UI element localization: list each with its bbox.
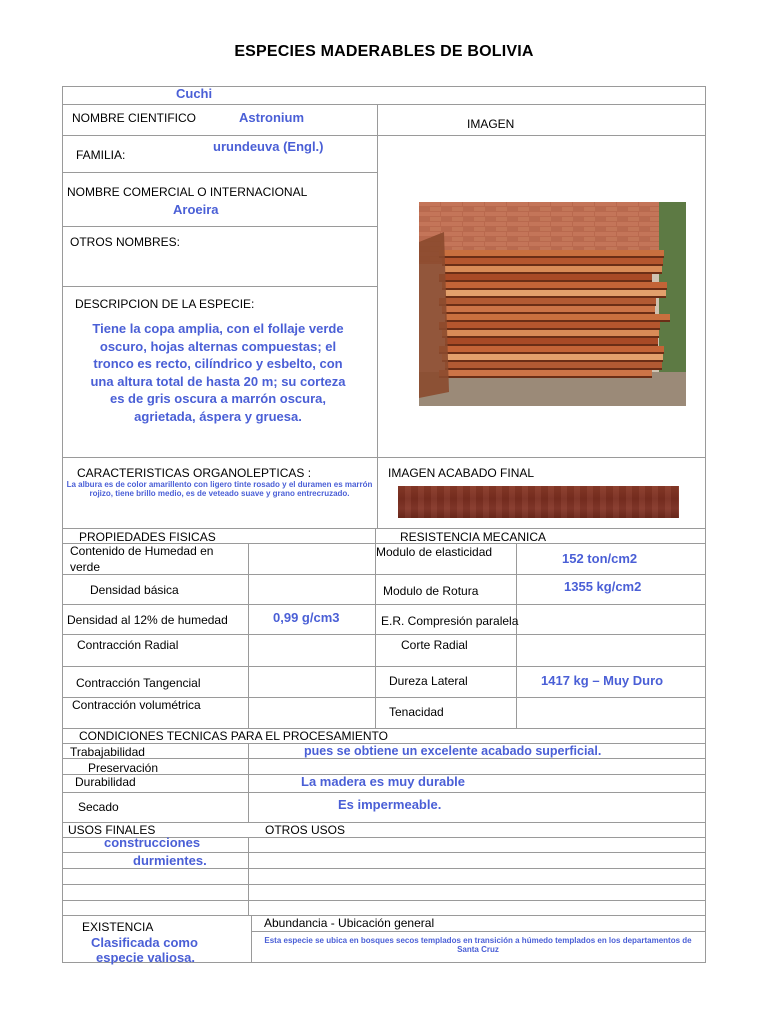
durability-label: Durabilidad bbox=[75, 775, 136, 789]
organoleptic-text: La albura es de color amarillento con ligero tinte rosado y el duramen es marrón rojizo, tiene brillo medio, es de veteado suave y grano entrecruzado. bbox=[66, 480, 373, 498]
location-text: Esta especie se ubica en bosques secos templados en transición a húmedo templados en los departamentos de Santa Cruz bbox=[264, 936, 692, 954]
plank bbox=[445, 290, 666, 296]
existence-label: EXISTENCIA bbox=[82, 920, 154, 934]
wood-finish-swatch bbox=[398, 486, 679, 518]
plank bbox=[442, 354, 663, 360]
existence-value-line-1: Clasificada como bbox=[91, 935, 198, 950]
lumber-stack-image bbox=[419, 202, 686, 406]
scientific-name-label: NOMBRE CIENTIFICO bbox=[72, 111, 197, 125]
volumetric-contraction-label: Contracción volumétrica bbox=[72, 698, 201, 712]
page-title: ESPECIES MADERABLES DE BOLIVIA bbox=[234, 43, 534, 60]
family-value: urundeuva (Engl.) bbox=[213, 139, 324, 154]
hardness-value: 1417 kg – Muy Duro bbox=[541, 673, 664, 688]
basic-density-label: Densidad básica bbox=[90, 583, 179, 597]
plank-gap bbox=[445, 296, 666, 298]
preservation-label: Preservación bbox=[88, 761, 159, 775]
tenacity-label: Tenacidad bbox=[389, 705, 444, 719]
plank bbox=[442, 282, 667, 288]
other-names-label: OTROS NOMBRES: bbox=[70, 235, 181, 249]
plank bbox=[442, 306, 655, 312]
plank bbox=[445, 266, 662, 272]
plank bbox=[439, 298, 656, 304]
radial-contraction-label: Contracción Radial bbox=[77, 638, 179, 652]
final-uses-header: USOS FINALES bbox=[68, 823, 156, 837]
finish-image-label: IMAGEN ACABADO FINAL bbox=[388, 466, 535, 480]
plank bbox=[439, 322, 660, 328]
plank bbox=[442, 330, 659, 336]
plank-gap bbox=[439, 256, 664, 258]
processing-header: CONDICIONES TECNICAS PARA EL PROCESAMIENTO bbox=[79, 729, 388, 743]
plank-gap bbox=[442, 312, 655, 314]
elasticity-label: Modulo de elasticidad bbox=[376, 545, 493, 559]
species-common-name: Cuchi bbox=[176, 86, 213, 101]
plank bbox=[439, 250, 664, 256]
drying-value: Es impermeable. bbox=[338, 797, 442, 812]
plank-gap bbox=[445, 344, 658, 346]
plank-gap bbox=[442, 336, 659, 338]
plank-gap bbox=[442, 264, 663, 266]
workability-label: Trabajabilidad bbox=[70, 745, 145, 759]
plank bbox=[442, 258, 663, 264]
scientific-name-value: Astronium bbox=[239, 110, 304, 125]
family-label: FAMILIA: bbox=[76, 148, 126, 162]
compression-label: E.R. Compresión paralela bbox=[381, 614, 519, 628]
plank-gap bbox=[445, 320, 670, 322]
density-12-label: Densidad al 12% de humedad bbox=[67, 613, 228, 627]
mechanical-resistance-header: RESISTENCIA MECANICA bbox=[400, 530, 547, 544]
image-label: IMAGEN bbox=[467, 117, 515, 131]
organoleptic-label: CARACTERISTICAS ORGANOLEPTICAS : bbox=[77, 466, 312, 480]
plank-gap bbox=[439, 280, 652, 282]
final-uses-line-2: durmientes. bbox=[133, 853, 207, 868]
commercial-name-value: Aroeira bbox=[173, 202, 219, 217]
plank-gap bbox=[439, 304, 656, 306]
radial-cut-label: Corte Radial bbox=[401, 638, 468, 652]
plank-gap bbox=[442, 288, 667, 290]
description-text: Tiene la copa amplia, con el follaje verde oscuro, hojas alternas compuestas; el tronco es recto, cilíndrico y esbelto, con una altura total de hasta 20 m; su corteza es de gris oscura a marrón oscura, agrietada, áspera y gruesa. bbox=[90, 321, 346, 424]
plank bbox=[445, 338, 658, 344]
abundance-label: Abundancia - Ubicación general bbox=[264, 916, 435, 930]
existence-value-line-2: especie valiosa. bbox=[96, 950, 196, 965]
plank bbox=[445, 362, 662, 368]
drying-label: Secado bbox=[78, 800, 119, 814]
plank-gap bbox=[439, 352, 664, 354]
durability-value: La madera es muy durable bbox=[301, 774, 466, 789]
plank-gap bbox=[442, 360, 663, 362]
hardness-label: Dureza Lateral bbox=[389, 674, 468, 688]
description-label: DESCRIPCION DE LA ESPECIE: bbox=[75, 297, 255, 311]
plank-gap bbox=[439, 328, 660, 330]
workability-value: pues se obtiene un excelente acabado superficial. bbox=[304, 744, 602, 758]
plank bbox=[439, 370, 652, 376]
plank-gap bbox=[445, 368, 662, 370]
plank bbox=[439, 346, 664, 352]
commercial-name-label: NOMBRE COMERCIAL O INTERNACIONAL bbox=[67, 185, 308, 199]
physical-properties-header: PROPIEDADES FISICAS bbox=[79, 530, 216, 544]
plank-gap bbox=[439, 376, 652, 378]
plank bbox=[439, 274, 652, 280]
plank-gap bbox=[445, 272, 662, 274]
tangential-contraction-label: Contracción Tangencial bbox=[76, 676, 201, 690]
elasticity-value: 152 ton/cm2 bbox=[562, 551, 638, 566]
density-12-value: 0,99 g/cm3 bbox=[273, 610, 340, 625]
final-uses-line-1: construcciones bbox=[104, 835, 201, 850]
rupture-label: Modulo de Rotura bbox=[383, 584, 479, 598]
humidity-label: Contenido de Humedad en verde bbox=[70, 544, 214, 574]
other-uses-header: OTROS USOS bbox=[265, 823, 346, 837]
rupture-value: 1355 kg/cm2 bbox=[564, 579, 642, 594]
plank bbox=[445, 314, 670, 320]
